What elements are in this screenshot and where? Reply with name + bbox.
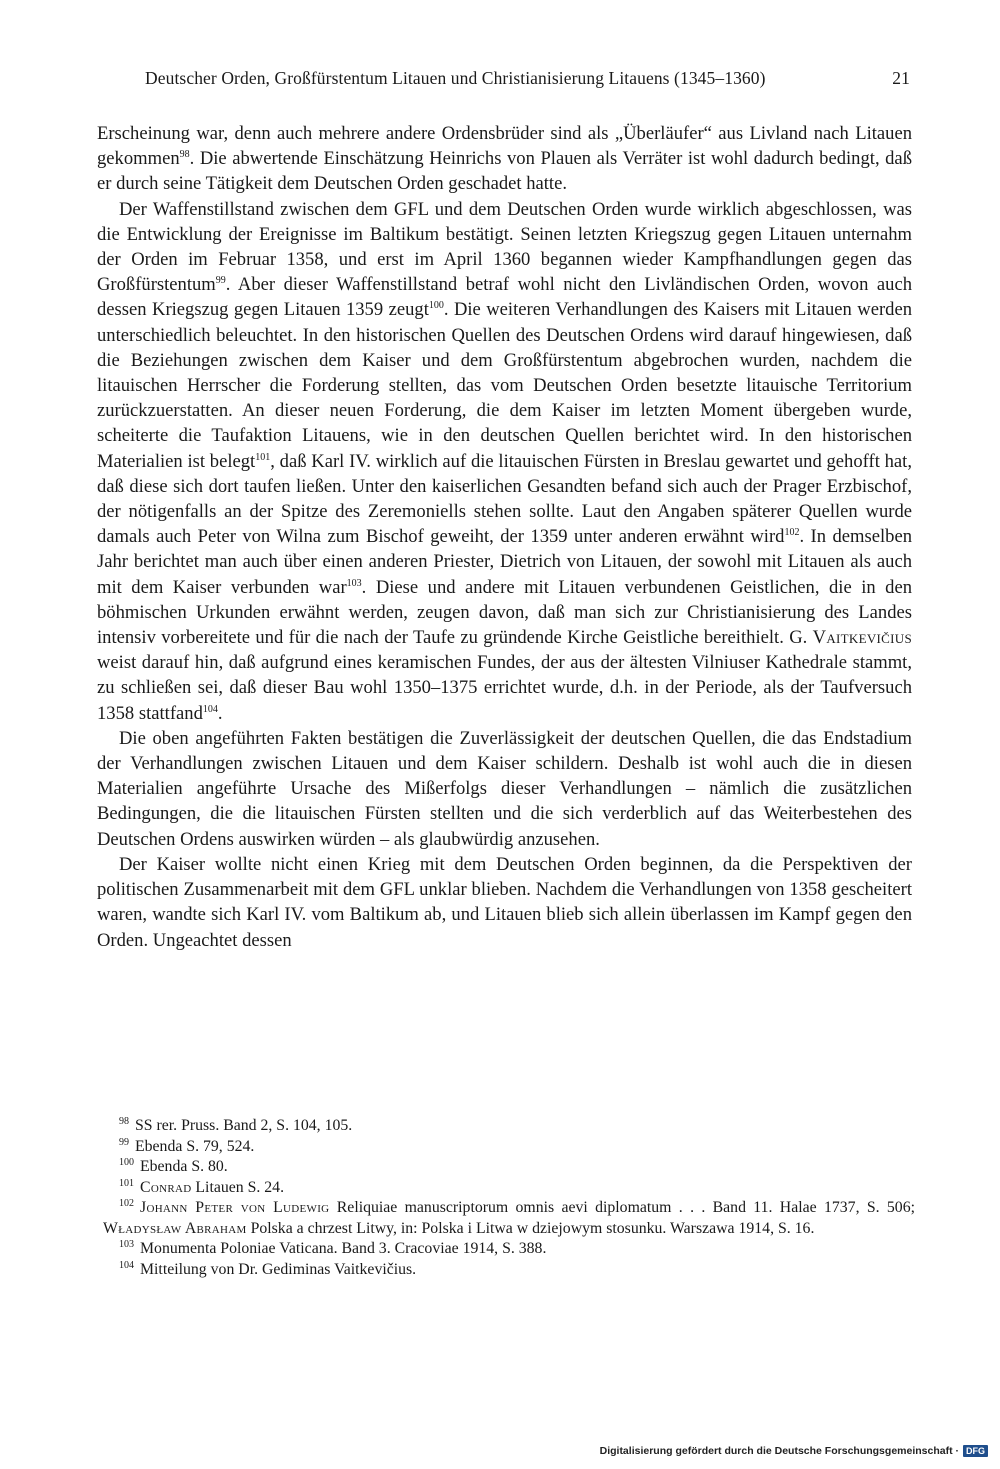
text-run: . Die abwertende Einschätzung Heinrichs von Plauen als Verräter ist wohl dadurch bedingt, daß er durch seine Tätigkeit dem Deutschen Orden geschadet hatte. bbox=[97, 148, 912, 195]
footnote-reference: 98 bbox=[179, 149, 190, 161]
footnote-number: 104 bbox=[119, 1259, 134, 1271]
running-title: Deutscher Orden, Großfürstentum Litauen und Christianisierung Litauens (1345–1360) bbox=[145, 68, 766, 88]
footnote bbox=[103, 1178, 915, 1199]
footnote-reference: 103 bbox=[346, 577, 362, 589]
paragraph bbox=[97, 726, 912, 852]
footnote-reference: 101 bbox=[255, 451, 271, 463]
footnote bbox=[103, 1116, 915, 1137]
footnote bbox=[103, 1137, 915, 1158]
text-run: SS rer. Pruss. Band 2, S. 104, 105. bbox=[135, 1117, 353, 1134]
footnote-number: 101 bbox=[119, 1177, 134, 1189]
text-run: Monumenta Poloniae Vaticana. Band 3. Cracoviae 1914, S. 388. bbox=[140, 1240, 547, 1257]
text-run: Der Kaiser wollte nicht einen Krieg mit dem Deutschen Orden beginnen, da die Perspektiven der politischen Zusammenarbeit mit dem GFL unklar blieben. Nachdem die Verhandlungen von 1358 gescheitert waren, wandte sich Karl IV. vom Baltikum ab, und Litauen blieb sich allein überlassen im Kampf gegen den Orden. Ungeachtet dessen bbox=[97, 853, 912, 951]
footnote-number: 99 bbox=[119, 1136, 129, 1148]
text-run: weist darauf hin, daß aufgrund eines keramischen Fundes, der aus der ältesten Vilniuser Kathedrale stammt, zu schließen sei, daß dieser Bau wohl 1350–1375 errichtet wurde, d.h. in der Periode, als der Taufversuch 1358 stattfand bbox=[97, 652, 912, 724]
text-run: . In demselben Jahr berichtet man auch über einen anderen Priester, Dietrich von Litauen, der sowohl mit Litauen als auch mit dem Kaiser verbunden war bbox=[97, 526, 912, 598]
footnote-reference: 104 bbox=[202, 703, 218, 715]
footnote bbox=[103, 1239, 915, 1260]
text-run: Ebenda S. 79, 524. bbox=[135, 1137, 255, 1155]
footnote-reference: 99 bbox=[215, 275, 226, 287]
text-run: . Aber dieser Waffenstillstand betraf wohl nicht den Livländischen Orden, wovon auch dessen Kriegszug gegen Litauen 1359 zeugt bbox=[97, 274, 912, 321]
author-name: Władysław Abraham bbox=[103, 1219, 247, 1237]
text-run: Ebenda S. 80. bbox=[140, 1158, 228, 1175]
text-run: Erscheinung war, denn auch mehrere andere Ordensbrüder sind als „Überläufer“ aus Livland nach Litauen gekommen bbox=[97, 123, 912, 170]
text-run: . Die weiteren Verhandlungen des Kaisers mit Litauen werden unterschiedlich beleuchtet. In den historischen Quellen des Deutschen Ordens wird darauf hingewiesen, daß die Beziehungen zwischen dem Kaiser und dem Großfürstentum abgebrochen wurden, nachdem die litauischen Herrscher die Forderung stellten, das vom Deutschen Orden besetzte litauische Territorium zurückzuerstatten. An dieser neuen Forderung, die dem Kaiser im letzten Moment übergeben wurde, scheiterte die Taufaktion Litauens, wie in den deutschen Quellen berichtet wird. In den historischen Materialien ist belegt bbox=[97, 299, 912, 472]
footnotes bbox=[103, 1116, 915, 1280]
text-run: . bbox=[217, 702, 223, 724]
footnote bbox=[103, 1157, 915, 1178]
main-text bbox=[97, 121, 912, 953]
footnote-number: 102 bbox=[119, 1198, 134, 1209]
footnote-reference: 100 bbox=[428, 300, 444, 312]
footnote-number: 98 bbox=[119, 1116, 129, 1127]
text-run: Litauen S. 24. bbox=[191, 1178, 285, 1196]
footnote-number: 100 bbox=[119, 1157, 134, 1168]
text-run: Mitteilung von Dr. Gediminas Vaitkevičius. bbox=[140, 1260, 417, 1278]
running-header bbox=[145, 68, 910, 89]
text-run: Die oben angeführten Fakten bestätigen die Zuverlässigkeit der deutschen Quellen, die das Endstadium der Verhandlungen zwischen Litauen und dem Kaiser schildern. Deshalb ist wohl auch die in diesen Materialien angeführte Ursache des Mißerfolgs dieser Verhandlungen – nämlich die zusätzlichen Bedingungen, die die litauischen Fürsten stellten und die sich verderblich auf das Weiterbestehen des Deutschen Ordens auswirken würden – als glaubwürdig anzusehen. bbox=[97, 727, 912, 850]
author-name: Conrad bbox=[140, 1178, 192, 1196]
text-run: , daß Karl IV. wirklich auf die litauischen Fürsten in Breslau gewartet und gehofft hat, daß diese sich dort taufen ließen. Unter den kaiserlichen Gesandten befand sich auch der Prager Erzbischof, der nötigenfalls an der Spitze des Zeremoniells stehen sollte. Laut den Angaben späterer Quellen wurde damals auch Peter von Wilna zum Bischof geweiht, der 1359 unter anderen erwähnt wird bbox=[97, 450, 912, 548]
text-run: Reliquiae manuscriptorum omnis aevi diplomatum . . . Band 11. Halae 1737, S. 506; bbox=[329, 1199, 915, 1216]
digitization-footer bbox=[600, 1445, 988, 1457]
footnote-number: 103 bbox=[119, 1239, 134, 1250]
paragraph bbox=[97, 852, 912, 953]
text-run: Der Waffenstillstand zwischen dem GFL und dem Deutschen Orden wurde wirklich abgeschlossen, was die Entwicklung der Ereignisse im Baltikum bestätigt. Seinen letzten Kriegszug gegen Litauen unternahm der Orden im Februar 1358, und erst im April 1360 begannen wieder Kampfhandlungen gegen das Großfürstentum bbox=[97, 198, 912, 296]
footnote bbox=[103, 1260, 915, 1281]
paragraph bbox=[97, 197, 912, 726]
text-run: . Diese und andere mit Litauen verbundenen Geistlichen, die in den böhmischen Urkunden erwähnt werden, zeugen davon, daß man sich zur Christianisierung des Landes intensiv vorbereitete und für die nach der Taufe zu gründende Kirche Geistliche bereithielt. G. bbox=[97, 576, 912, 649]
author-name: Vaitkevičius bbox=[812, 627, 912, 649]
page-number: 21 bbox=[892, 68, 910, 88]
footnote bbox=[103, 1198, 915, 1239]
paragraph bbox=[97, 121, 912, 197]
dfg-logo: DFG bbox=[963, 1445, 988, 1457]
author-name: Johann Peter von Ludewig bbox=[140, 1199, 330, 1216]
footnote-reference: 102 bbox=[784, 527, 800, 539]
footer-credit: Digitalisierung gefördert durch die Deutsche Forschungsgemeinschaft · bbox=[599, 1445, 959, 1457]
text-run: Polska a chrzest Litwy, in: Polska i Litwa w dziejowym stosunku. Warszawa 1914, S. 16. bbox=[246, 1219, 815, 1237]
